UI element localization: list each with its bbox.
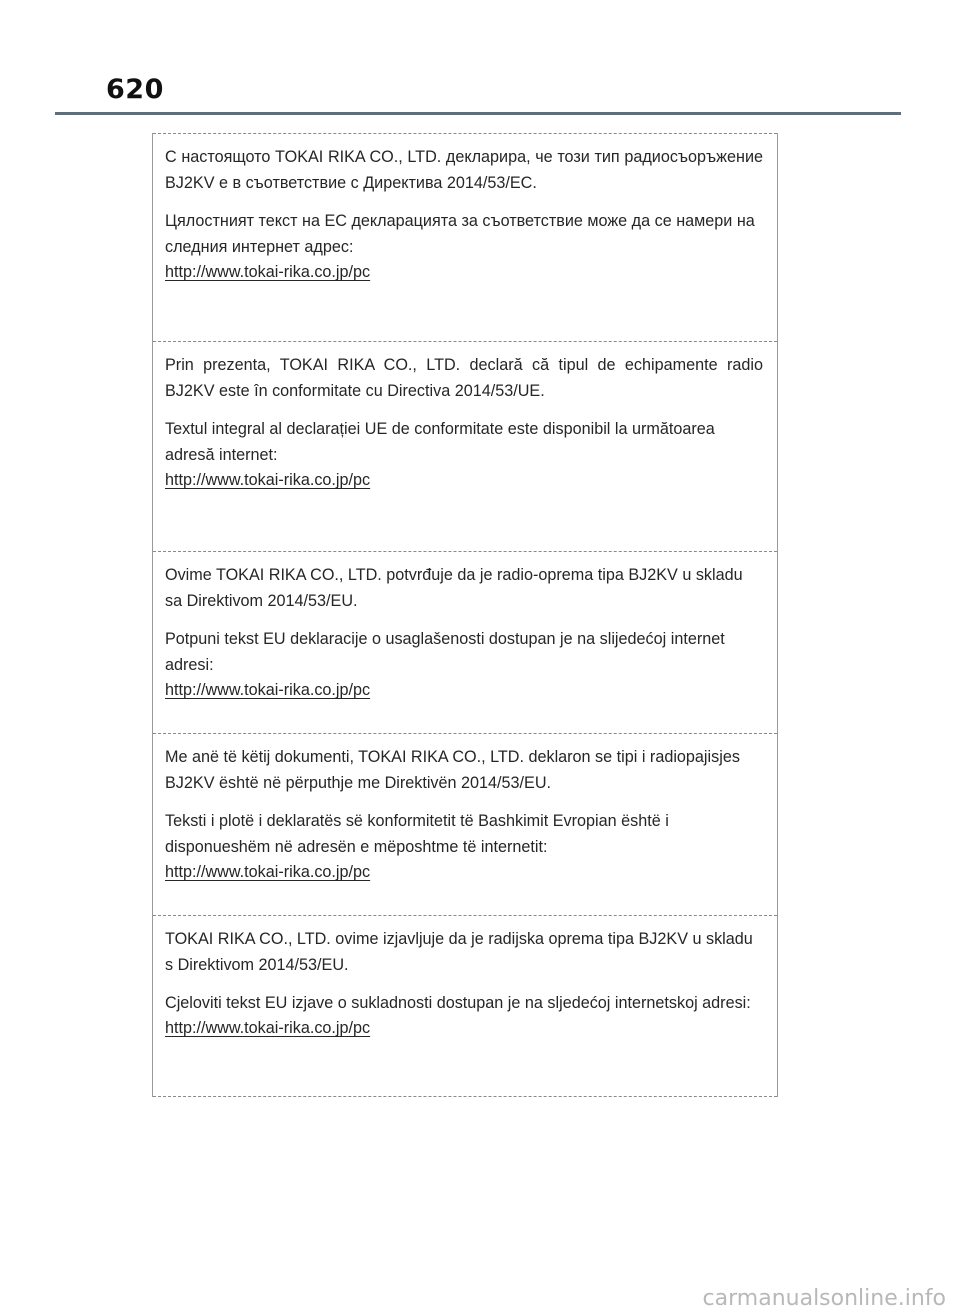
- declaration-url-link[interactable]: http://www.tokai-rika.co.jp/pc: [165, 471, 371, 489]
- declaration-url-link[interactable]: http://www.tokai-rika.co.jp/pc: [165, 263, 371, 281]
- declaration-fulltext-note: Teksti i plotë i deklaratës së konformitetit të Bashkimit Evropian është i disponueshëm në adresën e mëposhtme të internetit:: [165, 812, 669, 856]
- declaration-bosnian: [153, 551, 777, 733]
- declaration-bulgarian: [153, 133, 777, 341]
- declaration-fulltext-note: Цялостният текст на ЕС декларацията за съответствие може да се намери на следния интернет адрес:: [165, 212, 755, 256]
- declaration-fulltext-note: Cjeloviti tekst EU izjave o sukladnosti dostupan je na sljedećoj internetskoj adresi:: [165, 994, 751, 1012]
- declaration-statement: Prin prezenta, TOKAI RIKA CO., LTD. declară că tipul de echipamente radio BJ2KV este în conformitate cu Directiva 2014/53/UE.: [165, 356, 763, 400]
- declaration-statement: Ovime TOKAI RIKA CO., LTD. potvrđuje da je radio-oprema tipa BJ2KV u skladu sa Direktivom 2014/53/EU.: [165, 566, 743, 610]
- declaration-croatian: [153, 915, 777, 1097]
- page-number: 620: [106, 74, 164, 105]
- declaration-statement: Me anë të këtij dokumenti, TOKAI RIKA CO., LTD. deklaron se tipi i radiopajisjes BJ2KV është në përputhje me Direktivën 2014/53/EU.: [165, 748, 740, 792]
- declaration-albanian: [153, 733, 777, 915]
- declaration-url-link[interactable]: http://www.tokai-rika.co.jp/pc: [165, 863, 371, 881]
- declaration-romanian: [153, 341, 777, 551]
- declaration-fulltext-note: Textul integral al declarației UE de conformitate este disponibil la următoarea adresă internet:: [165, 420, 715, 464]
- site-watermark: carmanualsonline.info: [702, 1286, 946, 1311]
- declaration-statement: С настоящото TOKAI RIKA CO., LTD. декларира, че този тип радиосъоръжение BJ2KV е в съответствие с Директива 2014/53/ЕС.: [165, 148, 763, 192]
- header-rule: [55, 112, 901, 115]
- declaration-fulltext-note: Potpuni tekst EU deklaracije o usaglašenosti dostupan je na slijedećoj internet adresi:: [165, 630, 725, 674]
- declaration-statement: TOKAI RIKA CO., LTD. ovime izjavljuje da je radijska oprema tipa BJ2KV u skladu s Direktivom 2014/53/EU.: [165, 930, 753, 974]
- declaration-url-link[interactable]: http://www.tokai-rika.co.jp/pc: [165, 1019, 371, 1037]
- declaration-url-link[interactable]: http://www.tokai-rika.co.jp/pc: [165, 681, 371, 699]
- declaration-frame: [152, 133, 778, 1097]
